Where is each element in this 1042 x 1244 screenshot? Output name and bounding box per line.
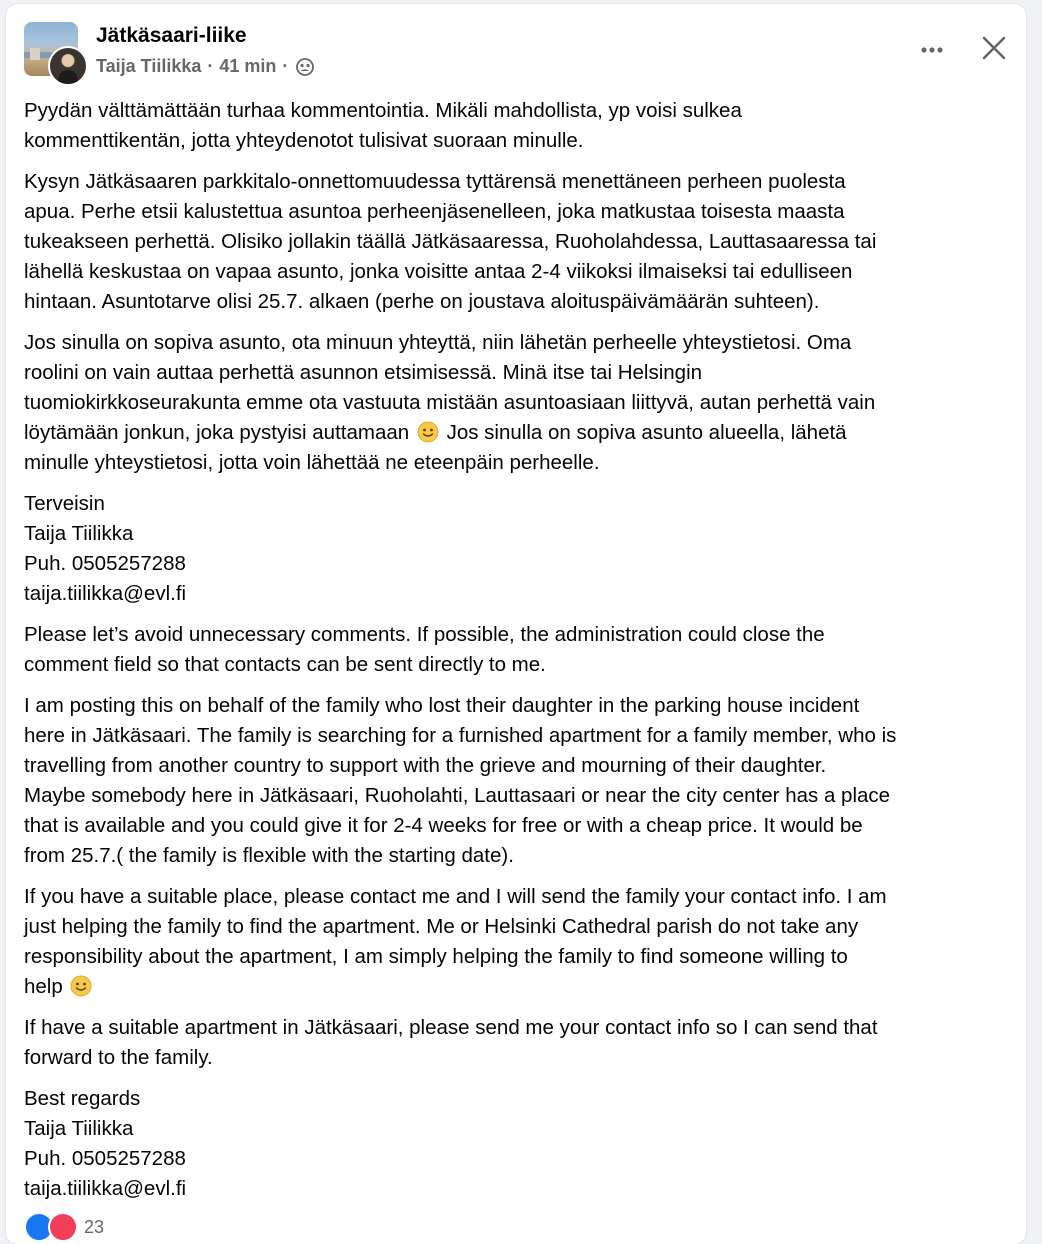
text-segment: Jos sinulla on sopiva asunto alueella, lähetä [446, 421, 847, 444]
more-options-button[interactable] [912, 30, 952, 70]
text-line: that is available and you could give it for 2-4 weeks for free or with a cheap price. It would be [24, 814, 863, 837]
text-line: travelling from another country to support with the grieve and mourning of their daughter. [24, 754, 827, 777]
text-line: comment field so that contacts can be sent directly to me. [24, 653, 546, 676]
love-reaction-icon [48, 1212, 78, 1242]
avatar-stack[interactable] [24, 22, 86, 84]
group-privacy-icon[interactable] [296, 58, 314, 76]
text-line: Jos sinulla on sopiva asunto, ota minuun yhteyttä, niin lähetän perheelle yhteystietosi. Oma [24, 331, 852, 354]
close-button[interactable] [974, 30, 1014, 70]
text-line: just helping the family to find the apartment. Me or Helsinki Cathedral parish do not take any [24, 915, 859, 938]
signature-name: Taija Tiilikka [24, 1117, 134, 1140]
text-segment: löytämään jonkun, joka pystyisi auttamaan [24, 421, 410, 444]
reaction-summary[interactable] [24, 1212, 104, 1242]
signature-email: taija.tiilikka@evl.fi [24, 582, 187, 605]
header-actions [912, 30, 1014, 70]
author-avatar[interactable] [48, 46, 88, 86]
post-body [24, 96, 1014, 1215]
signature-email: taija.tiilikka@evl.fi [24, 1177, 187, 1200]
text-line: If you have a suitable place, please contact me and I will send the family your contact info. I am [24, 885, 887, 908]
text-line: forward to the family. [24, 1046, 213, 1069]
text-line: minulle yhteystietosi, jotta voin lähettää ne eteenpäin perheelle. [24, 451, 600, 474]
post-card [6, 4, 1026, 1244]
post-header [24, 22, 1014, 82]
text-line: kommenttikentän, jotta yhteydenotot tulisivat suoraan minulle. [24, 129, 584, 152]
close-icon [982, 36, 1006, 65]
text-line: apua. Perhe etsii kalustettua asuntoa perheenjäsenelleen, joka matkustaa toisesta maasta [24, 200, 845, 223]
text-line: hintaan. Asuntotarve olisi 25.7. alkaen (perhe on joustava aloituspäivämäärän suhteen). [24, 290, 820, 313]
text-line: Maybe somebody here in Jätkäsaari, Ruoholahti, Lauttasaari or near the city center has a place [24, 784, 891, 807]
text-line: tukeakseen perhettä. Olisiko jollakin täällä Jätkäsaaressa, Ruoholahdessa, Lauttasaaressa tai [24, 230, 877, 253]
text-line: tuomiokirkkoseurakunta emme ota vastuuta mistään asuntoasiaan liittyvä, autan perhettä vain [24, 391, 876, 414]
paragraph-fi-3 [24, 328, 1014, 478]
text-line: responsibility about the apartment, I am simply helping the family to find someone willing to [24, 945, 848, 968]
text-line [24, 972, 1014, 1002]
signature-greeting: Best regards [24, 1087, 141, 1110]
text-segment: help [24, 975, 63, 998]
signature-name: Taija Tiilikka [24, 522, 134, 545]
reaction-count[interactable]: 23 [84, 1216, 105, 1237]
text-line: Kysyn Jätkäsaaren parkkitalo-onnettomuudessa tyttärensä menettäneen perheen puolesta [24, 170, 846, 193]
signature-greeting: Terveisin [24, 492, 105, 515]
paragraph-fi-1 [24, 96, 1014, 156]
text-line: Pyydän välttämättään turhaa kommentointia. Mikäli mahdollista, yp voisi sulkea [24, 99, 742, 122]
meta-separator: · [207, 56, 214, 76]
group-avatar-building [30, 48, 40, 60]
post-time-link[interactable]: 41 min [219, 56, 277, 76]
signature-fi [24, 489, 1014, 609]
paragraph-en-4 [24, 1013, 1014, 1073]
text-line [24, 418, 1014, 448]
author-name-link[interactable]: Taija Tiilikka [96, 56, 202, 76]
signature-phone: Puh. 0505257288 [24, 1147, 186, 1170]
more-options-icon [920, 41, 944, 59]
paragraph-en-3 [24, 882, 1014, 1002]
author-avatar-figure [58, 70, 78, 86]
post-meta [96, 56, 314, 77]
text-line: If have a suitable apartment in Jätkäsaari, please send me your contact info so I can send that [24, 1016, 878, 1039]
meta-separator-2: · [282, 56, 289, 76]
text-line: Please let’s avoid unnecessary comments. If possible, the administration could close the [24, 623, 825, 646]
text-line: here in Jätkäsaari. The family is searching for a furnished apartment for a family member, who is [24, 724, 897, 747]
smiling-face-emoji-icon [70, 975, 92, 997]
paragraph-fi-2 [24, 167, 1014, 317]
paragraph-en-1 [24, 620, 1014, 680]
signature-en [24, 1084, 1014, 1204]
paragraph-en-2 [24, 691, 1014, 871]
signature-phone: Puh. 0505257288 [24, 552, 186, 575]
smiling-face-emoji-icon [417, 421, 439, 443]
group-name-link[interactable]: Jätkäsaari-liike [96, 24, 247, 47]
text-line: I am posting this on behalf of the family who lost their daughter in the parking house incident [24, 694, 860, 717]
text-line: from 25.7.( the family is flexible with the starting date). [24, 844, 514, 867]
text-line: roolini on vain auttaa perhettä asunnon etsimisessä. Minä itse tai Helsingin [24, 361, 703, 384]
text-line: lähellä keskustaa on vapaa asunto, jonka voisitte antaa 2-4 viikoksi ilmaiseksi tai edulliseen [24, 260, 853, 283]
